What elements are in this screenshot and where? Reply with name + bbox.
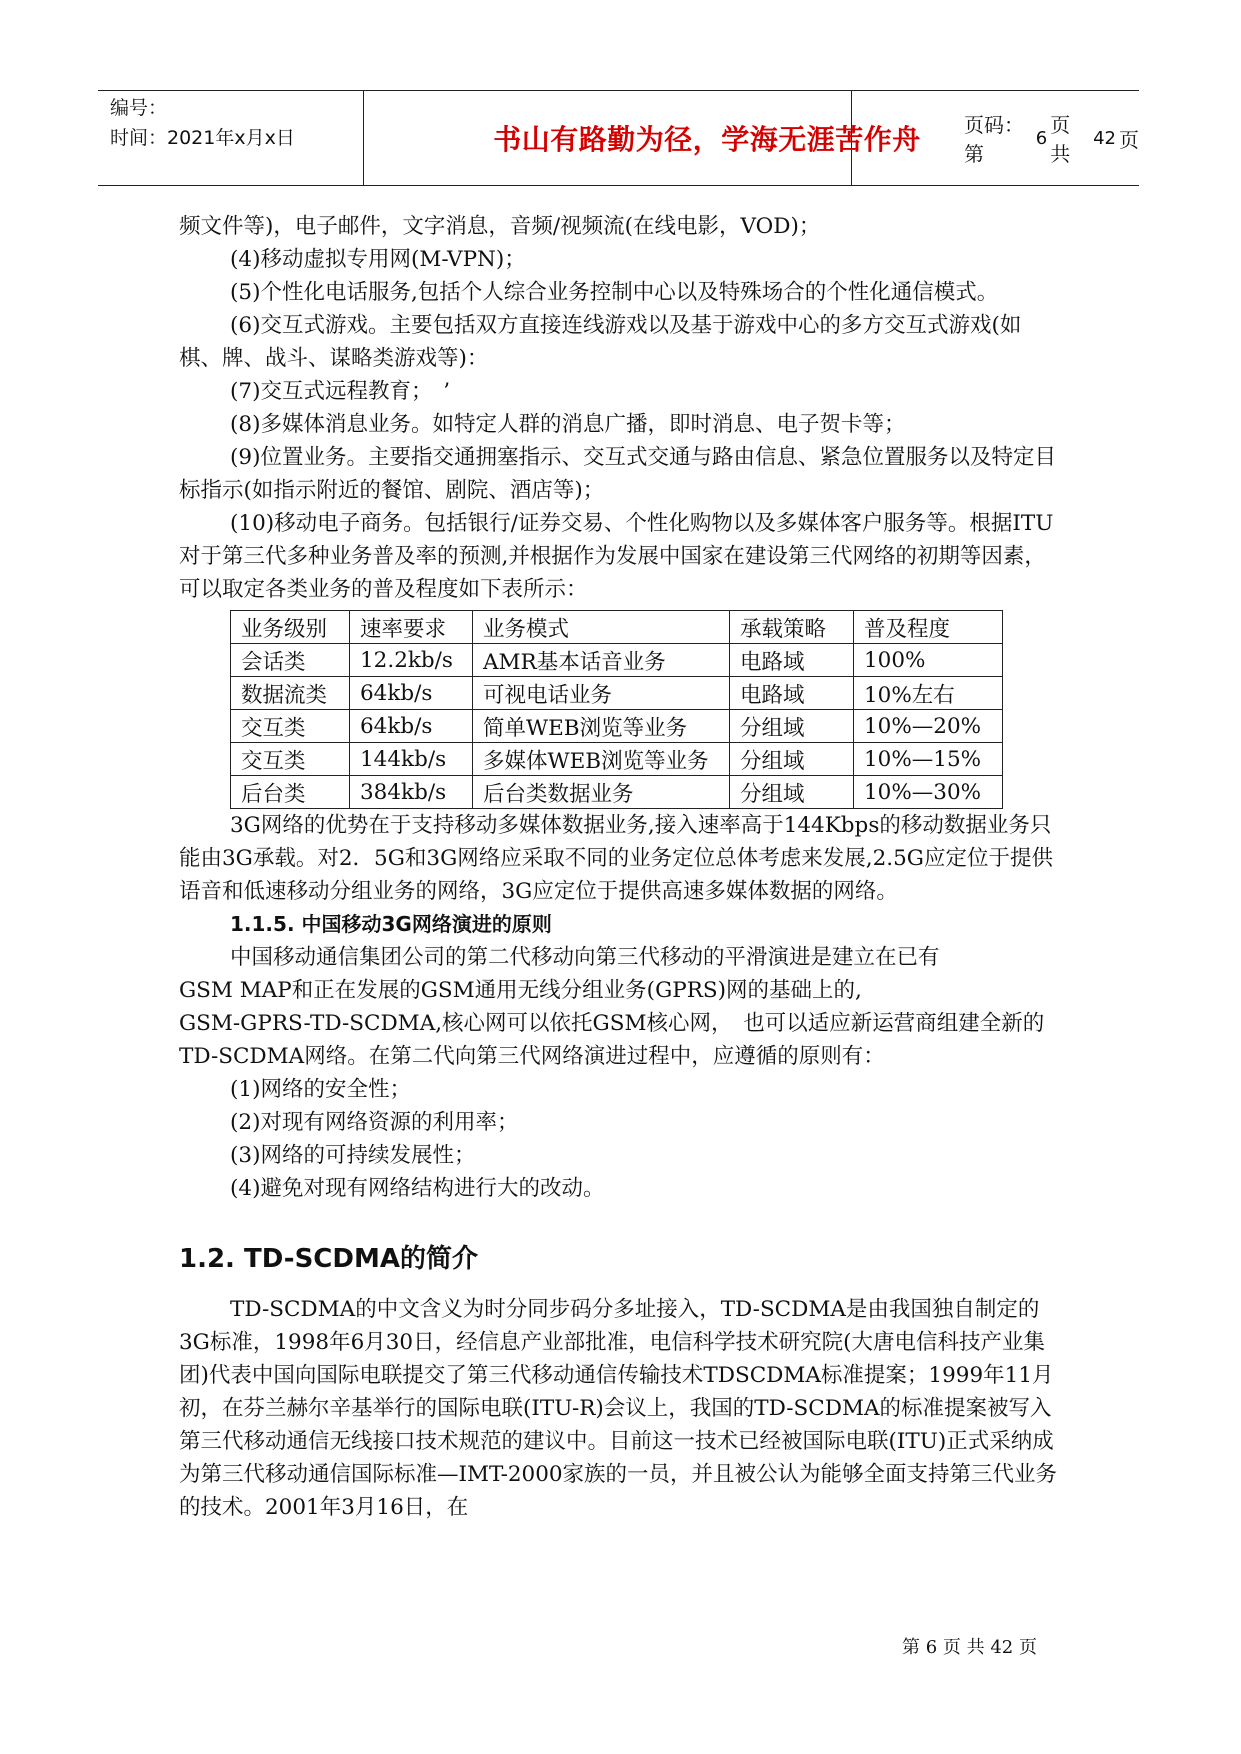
table-cell: 分组域 <box>730 743 854 776</box>
list-item-9: (9)位置业务。主要指交通拥塞指示、交互式交通与路由信息、紧急位置服务以及特定目标指示(如指示附近的餐馆、剧院、酒店等)； <box>179 445 1056 503</box>
table-header-row <box>231 611 1003 644</box>
principle-3: (3)网络的可持续发展性； <box>230 1143 476 1168</box>
service-table <box>230 610 1003 809</box>
table-cell: 数据流类 <box>231 677 350 710</box>
table-cell: 电路域 <box>730 677 854 710</box>
list-item-6: (6)交互式游戏。主要包括双方直接连线游戏以及基于游戏中心的多方交互式游戏(如棋、牌、战斗、谋略类游戏等)： <box>179 313 1022 371</box>
page-footer: 第 6 页 共 42 页 <box>902 1637 1037 1658</box>
table-row <box>231 776 1003 809</box>
paragraph-continuation: 频文件等)，电子邮件，文字消息，音频/视频流(在线电影，VOD)； <box>179 214 821 239</box>
section-heading: 1.2. TD-SCDMA的简介 <box>179 1244 478 1274</box>
table-cell: 10%—30% <box>854 776 1003 809</box>
document-time: 时间：2021年x月x日 <box>110 127 295 149</box>
table-cell: 交互类 <box>231 743 350 776</box>
principle-4: (4)避免对现有网络结构进行大的改动。 <box>230 1176 605 1201</box>
table-header-cell: 业务级别 <box>231 611 350 644</box>
table-row <box>231 677 1003 710</box>
table-cell: 384kb/s <box>350 776 473 809</box>
paragraph-td-scdma: TD-SCDMA的中文含义为时分同步码分多址接入，TD-SCDMA是由我国独自制定的3G标准，1998年6月30日，经信息产业部批准，电信科学技术研究院(大唐电信科技产业集团)代表中国向国际电联提交了第三代移动通信传输技术TDSCDMA标准提案；1999年11月初，在芬兰赫尔辛基举行的国际电联(ITU-R)会议上，我国的TD-SCDMA的标准提案被写入第三代移动通信无线接口技术规范的建议中。目前这一技术已经被国际电联(ITU)正式采纳成为第三代移动通信国际标准—IMT-2000家族的一员，并且被公认为能够全面支持第三代业务的技术。2001年3月16日，在 <box>179 1297 1058 1520</box>
table-row <box>231 743 1003 776</box>
table-cell: 10%—15% <box>854 743 1003 776</box>
table-cell: 10%左右 <box>854 677 1003 710</box>
principle-2: (2)对现有网络资源的利用率； <box>230 1110 519 1135</box>
table-header-cell: 普及程度 <box>854 611 1003 644</box>
page-label: 页码：第 <box>964 113 1024 166</box>
table-cell: 64kb/s <box>350 710 473 743</box>
table-cell: 后台类数据业务 <box>473 776 730 809</box>
document-code-label: 编号： <box>110 97 168 119</box>
table-cell: 64kb/s <box>350 677 473 710</box>
table-cell: 简单WEB浏览等业务 <box>473 710 730 743</box>
page-number: 6 <box>1035 127 1048 149</box>
list-item-7: (7)交互式远程教育； ’ <box>230 379 451 404</box>
table-cell: 后台类 <box>231 776 350 809</box>
table-cell: 分组域 <box>730 776 854 809</box>
paragraph-cmcc-line-1: 中国移动通信集团公司的第二代移动向第三代移动的平滑演进是建立在已有 <box>230 945 940 970</box>
header-divider-left <box>363 91 364 185</box>
table-cell: 12.2kb/s <box>350 644 473 677</box>
table-row <box>231 710 1003 743</box>
table-header-cell: 承载策略 <box>730 611 854 644</box>
table-cell: AMR基本话音业务 <box>473 644 730 677</box>
table-row <box>231 644 1003 677</box>
list-item-5: (5)个性化电话服务,包括个人综合业务控制中心以及特殊场合的个性化通信模式。 <box>230 280 999 305</box>
paragraph-3g-advantage: 3G网络的优势在于支持移动多媒体数据业务,接入速率高于144Kbps的移动数据业务只能由3G承载。对2．5G和3G网络应采取不同的业务定位总体考虑来发展,2.5G应定位于提供语音和低速移动分组业务的网络，3G应定位于提供高速多媒体数据的网络。 <box>179 813 1053 904</box>
page-header <box>98 90 1139 186</box>
principle-1: (1)网络的安全性； <box>230 1077 411 1102</box>
table-cell: 可视电话业务 <box>473 677 730 710</box>
header-meta <box>110 93 360 153</box>
list-item-8: (8)多媒体消息业务。如特定人群的消息广播，即时消息、电子贺卡等； <box>230 412 906 437</box>
table-cell: 会话类 <box>231 644 350 677</box>
table-cell: 多媒体WEB浏览等业务 <box>473 743 730 776</box>
paragraph-cmcc-line-3: GSM-GPRS-TD-SCDMA,核心网可以依托GSM核心网， 也可以适应新运营商组建全新的TD-SCDMA网络。在第二代向第三代网络演进过程中，应遵循的原则有： <box>179 1011 1045 1069</box>
table-cell: 分组域 <box>730 710 854 743</box>
header-page-info <box>964 91 1139 185</box>
table-cell: 144kb/s <box>350 743 473 776</box>
table-header-cell: 业务模式 <box>473 611 730 644</box>
list-item-10: (10)移动电子商务。包括银行/证券交易、个性化购物以及多媒体客户服务等。根据ITU对于第三代多种业务普及率的预测,并根据作为发展中国家在建设第三代网络的初期等因素，可以取定各类业务的普及程度如下表所示： <box>179 511 1054 602</box>
table-cell: 100% <box>854 644 1003 677</box>
document-body <box>179 210 1064 1524</box>
table-cell: 电路域 <box>730 644 854 677</box>
table-cell: 交互类 <box>231 710 350 743</box>
paragraph-cmcc-line-2: GSM MAP和正在发展的GSM通用无线分组业务(GPRS)网的基础上的, <box>179 978 862 1003</box>
subsection-heading: 1.1.5. 中国移动3G网络演进的原则 <box>230 912 552 936</box>
total-pages: 42 <box>1093 127 1116 149</box>
list-item-4: (4)移动虚拟专用网(M-VPN)； <box>230 247 526 272</box>
page-end: 页 <box>1119 127 1139 152</box>
header-motto: 书山有路勤为径，学海无涯苦作舟 <box>493 123 921 156</box>
page-mid: 页 共 <box>1050 113 1071 166</box>
table-cell: 10%—20% <box>854 710 1003 743</box>
table-header-cell: 速率要求 <box>350 611 473 644</box>
